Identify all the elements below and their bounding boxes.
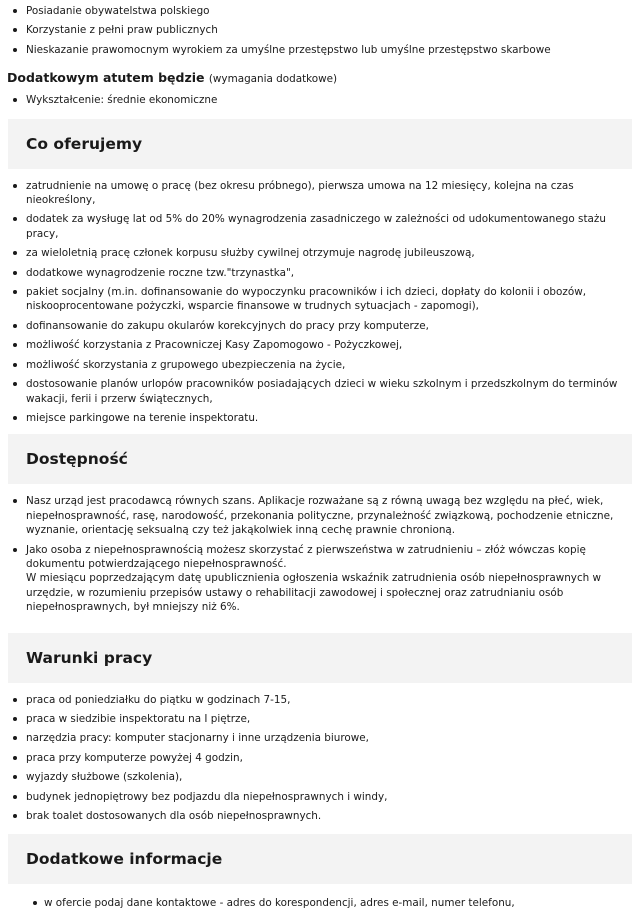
section-header-info — [8, 834, 632, 884]
list-item — [0, 543, 642, 615]
list-item: Nasz urząd jest pracodawcą równych szans. Aplikacje rozważane są z równą uwagą bez względu na płeć, wiek, niepełnosprawność, rasę, narodowość, przekonania polityczne, przynależność związkową, pochodzenie etniczne, wyznanie, orientację seksualną czy też jakąkolwiek inną cechę prawnie chronioną. — [0, 494, 642, 537]
section-title-accessibility: Dostępność — [26, 450, 128, 469]
list-item: Nieskazanie prawomocnym wyrokiem za umyślne przestępstwo lub umyślne przestępstwo skarbowe — [0, 43, 642, 57]
accessibility-list — [0, 494, 642, 614]
list-item: w ofercie podaj dane kontaktowe - adres do korespondencji, adres e-mail, numer telefonu, — [0, 896, 642, 910]
additional-title-note: (wymagania dodatkowe) — [208, 73, 338, 86]
list-item: dodatkowe wynagrodzenie roczne tzw."trzynastka", — [0, 266, 642, 280]
list-item: Wykształcenie: średnie ekonomiczne — [0, 93, 642, 107]
list-item: praca przy komputerze powyżej 4 godzin, — [0, 751, 642, 765]
list-item: za wieloletnią pracę członek korpusu służby cywilnej otrzymuje nagrodę jubileuszową, — [0, 246, 642, 260]
list-item: pakiet socjalny (m.in. dofinansowanie do wypoczynku pracowników i ich dzieci, dopłaty do kolonii i obozów, niskooprocentowane pożyczki, wsparcie finansowe w trudnych sytuacjach - zapomogi), — [0, 285, 642, 314]
additional-requirements-list — [0, 93, 642, 107]
list-item: dofinansowanie do zakupu okularów korekcyjnych do pracy przy komputerze, — [0, 319, 642, 333]
requirements-list — [0, 0, 642, 57]
offer-list — [0, 179, 642, 426]
list-item-line: Jako osoba z niepełnosprawnością możesz skorzystać z pierwszeństwa w zatrudnieniu – złóż wówczas kopię dokumentu potwierdzającego niepełnosprawność. — [26, 543, 586, 570]
section-title-offer: Co oferujemy — [26, 134, 143, 153]
list-item: dostosowanie planów urlopów pracowników posiadających dzieci w wieku szkolnym i przedszkolnym do terminów wakacji, ferii i przerw świątecznych, — [0, 377, 642, 406]
list-item: Posiadanie obywatelstwa polskiego — [0, 4, 642, 18]
additional-title-text: Dodatkowym atutem będzie — [7, 70, 205, 86]
list-item: dodatek za wysługę lat od 5% do 20% wynagrodzenia zasadniczego w zależności od udokumentowanego stażu pracy, — [0, 212, 642, 241]
list-item: praca w siedzibie inspektoratu na I piętrze, — [0, 712, 642, 726]
additional-requirements-title — [7, 69, 642, 87]
list-item: miejsce parkingowe na terenie inspektoratu. — [0, 411, 642, 425]
list-item: Korzystanie z pełni praw publicznych — [0, 23, 642, 37]
section-header-conditions — [8, 633, 632, 683]
list-item: możliwość skorzystania z grupowego ubezpieczenia na życie, — [0, 358, 642, 372]
section-header-offer — [8, 119, 632, 169]
list-item: budynek jednopiętrowy bez podjazdu dla niepełnosprawnych i windy, — [0, 790, 642, 804]
list-item: zatrudnienie na umowę o pracę (bez okresu próbnego), pierwsza umowa na 12 miesięcy, kolejna na czas nieokreślony, — [0, 179, 642, 208]
list-item: praca od poniedziałku do piątku w godzinach 7-15, — [0, 693, 642, 707]
list-item: wyjazdy służbowe (szkolenia), — [0, 770, 642, 784]
section-title-info: Dodatkowe informacje — [26, 850, 223, 869]
conditions-list — [0, 693, 642, 824]
list-item: narzędzia pracy: komputer stacjonarny i inne urządzenia biurowe, — [0, 731, 642, 745]
list-item: brak toalet dostosowanych dla osób niepełnosprawnych. — [0, 809, 642, 823]
section-title-conditions: Warunki pracy — [26, 648, 153, 667]
list-item-line: W miesiącu poprzedzającym datę upublicznienia ogłoszenia wskaźnik zatrudnienia osób niepełnosprawnych w urzędzie, w rozumieniu przepisów ustawy o rehabilitacji zawodowej i społecznej oraz zatrudnianiu osób niepełnosprawnych, był mniejszy niż 6%. — [26, 572, 602, 614]
list-item: możliwość korzystania z Pracowniczej Kasy Zapomogowo - Pożyczkowej, — [0, 338, 642, 352]
section-header-accessibility — [8, 434, 632, 484]
